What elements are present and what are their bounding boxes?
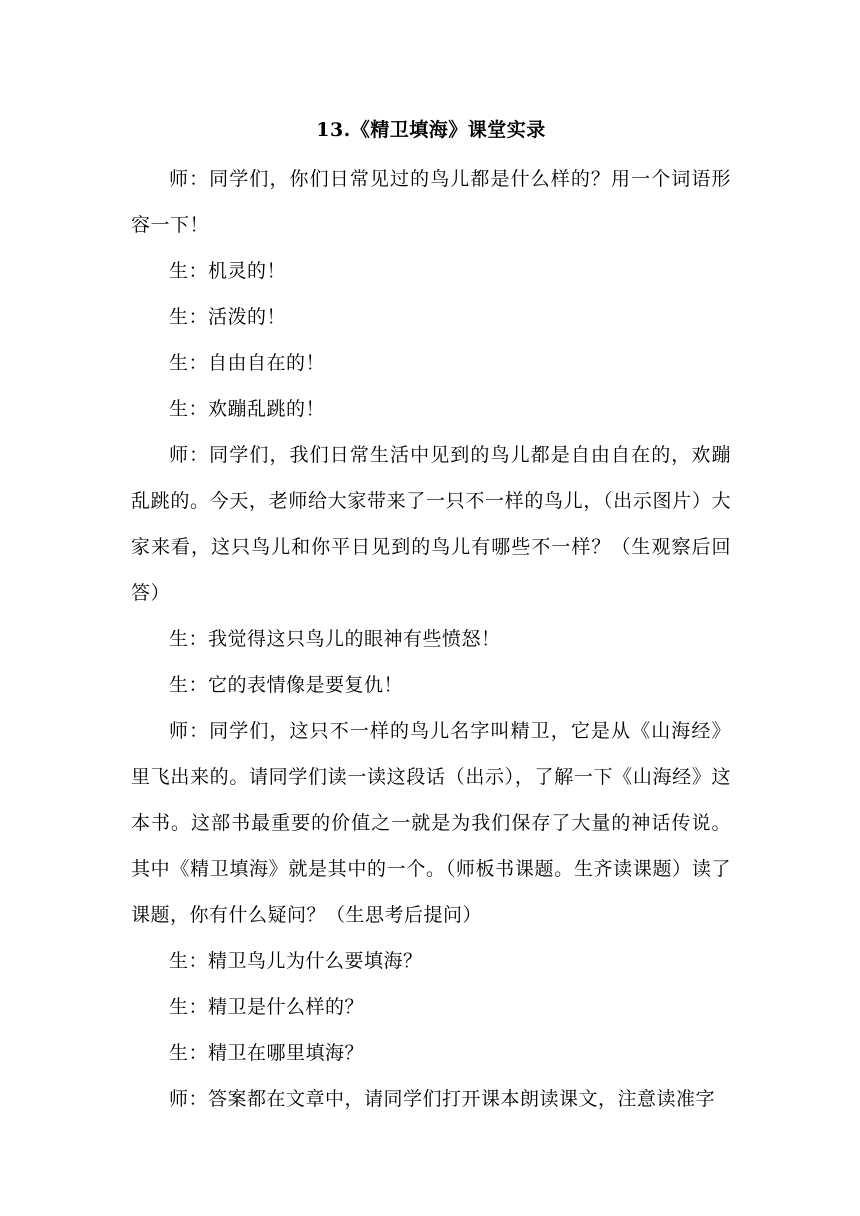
paragraph: 师：同学们，这只不一样的鸟儿名字叫精卫，它是从《山海经》里飞出来的。请同学们读一读这段话（出示），了解一下《山海经》这本书。这部书最重要的价值之一就是为我们保存了大量的神话传说。其中《精卫填海》就是其中的一个。（师板书课题。生齐读课题）读了课题，你有什么疑问？（生思考后提问） <box>131 720 731 926</box>
paragraph: 生：它的表情像是要复仇！ <box>169 674 404 696</box>
paragraph: 生：活泼的！ <box>169 306 287 328</box>
document-title: 13.《精卫填海》课堂实录 <box>316 119 546 141</box>
paragraph: 生：精卫是什么样的？ <box>169 996 365 1018</box>
paragraph: 生：精卫鸟儿为什么要填海？ <box>169 950 423 972</box>
paragraph: 师：同学们，你们日常见过的鸟儿都是什么样的？用一个词语形容一下！ <box>131 168 731 236</box>
paragraph: 生：精卫在哪里填海？ <box>169 1042 365 1064</box>
paragraph: 生：欢蹦乱跳的！ <box>169 398 326 420</box>
paragraph: 生：自由自在的！ <box>169 352 326 374</box>
paragraph: 生：我觉得这只鸟儿的眼神有些愤怒！ <box>169 628 501 650</box>
paragraph: 生：机灵的！ <box>169 260 287 282</box>
document-body <box>131 110 731 1122</box>
paragraph: 师：同学们，我们日常生活中见到的鸟儿都是自由自在的，欢蹦乱跳的。今天，老师给大家带来了一只不一样的鸟儿，（出示图片）大家来看，这只鸟儿和你平日见到的鸟儿有哪些不一样？（生观察后回答） <box>131 444 731 604</box>
paragraph: 师：答案都在文章中，请同学们打开课本朗读课文，注意读准字 <box>169 1088 716 1110</box>
